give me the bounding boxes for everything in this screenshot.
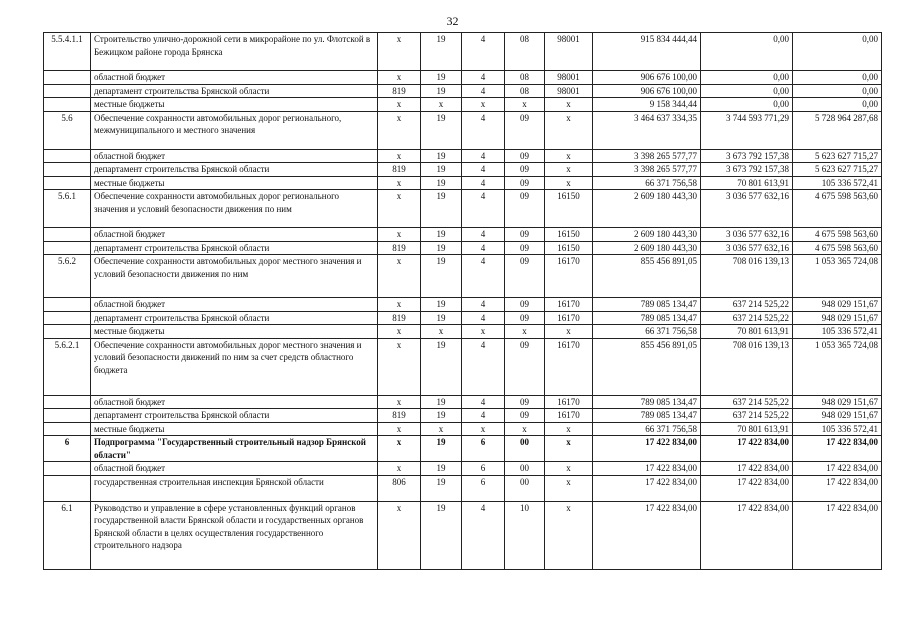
- cell-amount-year-2: 70 801 613,91: [701, 176, 793, 190]
- cell-amount-year-3: 0,00: [793, 98, 882, 112]
- cell-amount-year-2: 3 036 577 632,16: [701, 241, 793, 255]
- cell-amount-year-3: 5 728 964 287,68: [793, 111, 882, 149]
- cell-amount-year-2: 637 214 525,22: [701, 409, 793, 423]
- cell-item-number: [44, 395, 91, 409]
- cell-item-name: областной бюджет: [91, 298, 378, 312]
- table-row: [44, 298, 882, 312]
- cell-measure-code: 08: [505, 33, 545, 71]
- cell-item-name: областной бюджет: [91, 462, 378, 476]
- cell-amount-year-1: 855 456 891,05: [593, 255, 701, 298]
- cell-amount-year-2: 70 801 613,91: [701, 422, 793, 436]
- cell-program-code: 19: [421, 149, 462, 163]
- cell-item-name: областной бюджет: [91, 149, 378, 163]
- cell-direction-code: х: [545, 501, 593, 569]
- cell-item-number: [44, 311, 91, 325]
- table-row: [44, 325, 882, 339]
- table-row: [44, 395, 882, 409]
- table-row: [44, 475, 882, 501]
- cell-item-name: местные бюджеты: [91, 325, 378, 339]
- cell-direction-code: 16150: [545, 190, 593, 228]
- cell-program-code: 19: [421, 311, 462, 325]
- cell-item-name: Руководство и управление в сфере установленных функций органов государственной власти Брянской области и государственных органов Брянской области в целях осуществления государственного строительного надзора: [91, 501, 378, 569]
- cell-amount-year-3: 105 336 572,41: [793, 176, 882, 190]
- cell-direction-code: 16170: [545, 409, 593, 423]
- table-row: [44, 409, 882, 423]
- cell-amount-year-3: 948 029 151,67: [793, 395, 882, 409]
- cell-subprogram-code: 4: [462, 149, 505, 163]
- cell-grs-code: 819: [378, 409, 421, 423]
- cell-amount-year-2: 17 422 834,00: [701, 436, 793, 462]
- cell-item-name: областной бюджет: [91, 395, 378, 409]
- cell-amount-year-2: 637 214 525,22: [701, 311, 793, 325]
- cell-amount-year-1: 855 456 891,05: [593, 338, 701, 395]
- cell-item-name: Обеспечение сохранности автомобильных дорог местного значения и условий безопасности движений по ним за счет средств областного бюджета: [91, 338, 378, 395]
- cell-item-number: [44, 475, 91, 501]
- page-number: 32: [446, 14, 459, 28]
- cell-item-name: Обеспечение сохранности автомобильных дорог регионального значения и условий безопасности движения по ним: [91, 190, 378, 228]
- cell-amount-year-1: 789 085 134,47: [593, 409, 701, 423]
- cell-amount-year-1: 2 609 180 443,30: [593, 241, 701, 255]
- cell-subprogram-code: 4: [462, 33, 505, 71]
- cell-grs-code: х: [378, 33, 421, 71]
- table-row: [44, 176, 882, 190]
- cell-item-number: [44, 422, 91, 436]
- cell-program-code: 19: [421, 436, 462, 462]
- cell-item-number: [44, 176, 91, 190]
- cell-measure-code: 09: [505, 255, 545, 298]
- cell-subprogram-code: 4: [462, 255, 505, 298]
- cell-subprogram-code: 6: [462, 475, 505, 501]
- cell-amount-year-2: 3 744 593 771,29: [701, 111, 793, 149]
- cell-amount-year-1: 2 609 180 443,30: [593, 190, 701, 228]
- cell-item-number: 5.6: [44, 111, 91, 149]
- cell-item-name: Обеспечение сохранности автомобильных дорог регионального, межмуниципального и местного значения: [91, 111, 378, 149]
- cell-subprogram-code: 6: [462, 436, 505, 462]
- cell-item-name: департамент строительства Брянской области: [91, 163, 378, 177]
- cell-amount-year-2: 17 422 834,00: [701, 462, 793, 476]
- cell-program-code: 19: [421, 338, 462, 395]
- cell-direction-code: х: [545, 149, 593, 163]
- cell-item-name: Строительство улично-дорожной сети в микрорайоне по ул. Флотской в Бежицком районе города Брянска: [91, 33, 378, 71]
- cell-item-number: 5.6.1: [44, 190, 91, 228]
- cell-direction-code: х: [545, 325, 593, 339]
- cell-amount-year-2: 637 214 525,22: [701, 298, 793, 312]
- cell-grs-code: 819: [378, 84, 421, 98]
- cell-measure-code: х: [505, 422, 545, 436]
- cell-amount-year-3: 0,00: [793, 71, 882, 85]
- cell-program-code: 19: [421, 163, 462, 177]
- cell-subprogram-code: 6: [462, 462, 505, 476]
- cell-amount-year-3: 5 623 627 715,27: [793, 149, 882, 163]
- cell-measure-code: 08: [505, 71, 545, 85]
- cell-direction-code: х: [545, 475, 593, 501]
- cell-grs-code: х: [378, 228, 421, 242]
- cell-direction-code: 16150: [545, 241, 593, 255]
- cell-amount-year-1: 66 371 756,58: [593, 176, 701, 190]
- cell-subprogram-code: 4: [462, 311, 505, 325]
- table-row: [44, 163, 882, 177]
- cell-direction-code: х: [545, 98, 593, 112]
- cell-item-number: 6.1: [44, 501, 91, 569]
- cell-amount-year-1: 17 422 834,00: [593, 501, 701, 569]
- table-row: [44, 501, 882, 569]
- cell-amount-year-1: 66 371 756,58: [593, 325, 701, 339]
- cell-grs-code: х: [378, 98, 421, 112]
- cell-direction-code: 98001: [545, 84, 593, 98]
- cell-grs-code: х: [378, 255, 421, 298]
- cell-item-number: 5.5.4.1.1: [44, 33, 91, 71]
- table-row: [44, 228, 882, 242]
- cell-measure-code: 09: [505, 298, 545, 312]
- cell-subprogram-code: 4: [462, 111, 505, 149]
- cell-subprogram-code: 4: [462, 190, 505, 228]
- cell-amount-year-1: 3 398 265 577,77: [593, 163, 701, 177]
- cell-amount-year-3: 105 336 572,41: [793, 325, 882, 339]
- cell-grs-code: х: [378, 149, 421, 163]
- cell-grs-code: х: [378, 71, 421, 85]
- cell-measure-code: 09: [505, 190, 545, 228]
- cell-grs-code: 806: [378, 475, 421, 501]
- cell-direction-code: х: [545, 462, 593, 476]
- cell-amount-year-1: 789 085 134,47: [593, 298, 701, 312]
- cell-direction-code: 16170: [545, 255, 593, 298]
- cell-measure-code: 00: [505, 462, 545, 476]
- cell-item-number: [44, 298, 91, 312]
- cell-direction-code: 98001: [545, 33, 593, 71]
- cell-amount-year-3: 4 675 598 563,60: [793, 190, 882, 228]
- cell-measure-code: 09: [505, 228, 545, 242]
- cell-direction-code: 98001: [545, 71, 593, 85]
- cell-amount-year-1: 2 609 180 443,30: [593, 228, 701, 242]
- cell-amount-year-3: 948 029 151,67: [793, 409, 882, 423]
- cell-amount-year-3: 1 053 365 724,08: [793, 338, 882, 395]
- cell-measure-code: 09: [505, 395, 545, 409]
- cell-amount-year-1: 3 464 637 334,35: [593, 111, 701, 149]
- cell-item-number: 5.6.2.1: [44, 338, 91, 395]
- cell-grs-code: х: [378, 395, 421, 409]
- cell-program-code: 19: [421, 176, 462, 190]
- cell-amount-year-2: 3 673 792 157,38: [701, 163, 793, 177]
- cell-grs-code: х: [378, 325, 421, 339]
- table-row: [44, 111, 882, 149]
- cell-amount-year-1: 915 834 444,44: [593, 33, 701, 71]
- cell-measure-code: 09: [505, 311, 545, 325]
- cell-measure-code: 09: [505, 149, 545, 163]
- table-row: [44, 462, 882, 476]
- cell-amount-year-3: 17 422 834,00: [793, 501, 882, 569]
- cell-amount-year-2: 0,00: [701, 84, 793, 98]
- cell-program-code: 19: [421, 298, 462, 312]
- cell-item-number: 5.6.2: [44, 255, 91, 298]
- table-row: [44, 436, 882, 462]
- cell-subprogram-code: 4: [462, 84, 505, 98]
- cell-amount-year-2: 0,00: [701, 71, 793, 85]
- cell-grs-code: 819: [378, 311, 421, 325]
- cell-measure-code: х: [505, 98, 545, 112]
- cell-grs-code: х: [378, 338, 421, 395]
- cell-grs-code: х: [378, 190, 421, 228]
- cell-amount-year-2: 3 036 577 632,16: [701, 190, 793, 228]
- cell-subprogram-code: 4: [462, 501, 505, 569]
- cell-item-name: государственная строительная инспекция Брянской области: [91, 475, 378, 501]
- cell-measure-code: 00: [505, 475, 545, 501]
- cell-item-number: [44, 149, 91, 163]
- table-row: [44, 71, 882, 85]
- cell-measure-code: 09: [505, 176, 545, 190]
- table-row: [44, 241, 882, 255]
- cell-direction-code: х: [545, 163, 593, 177]
- cell-amount-year-3: 948 029 151,67: [793, 311, 882, 325]
- cell-amount-year-2: 708 016 139,13: [701, 255, 793, 298]
- cell-amount-year-3: 17 422 834,00: [793, 436, 882, 462]
- cell-grs-code: 819: [378, 241, 421, 255]
- cell-measure-code: 08: [505, 84, 545, 98]
- cell-program-code: 19: [421, 241, 462, 255]
- cell-amount-year-1: 789 085 134,47: [593, 395, 701, 409]
- cell-amount-year-1: 906 676 100,00: [593, 71, 701, 85]
- cell-program-code: 19: [421, 475, 462, 501]
- cell-amount-year-1: 66 371 756,58: [593, 422, 701, 436]
- cell-item-number: [44, 241, 91, 255]
- cell-item-name: департамент строительства Брянской области: [91, 311, 378, 325]
- cell-grs-code: 819: [378, 163, 421, 177]
- cell-direction-code: х: [545, 436, 593, 462]
- cell-subprogram-code: 4: [462, 71, 505, 85]
- cell-direction-code: 16170: [545, 298, 593, 312]
- cell-program-code: х: [421, 98, 462, 112]
- cell-amount-year-3: 17 422 834,00: [793, 462, 882, 476]
- cell-item-number: [44, 409, 91, 423]
- cell-subprogram-code: 4: [462, 298, 505, 312]
- cell-grs-code: х: [378, 422, 421, 436]
- cell-program-code: 19: [421, 501, 462, 569]
- cell-amount-year-3: 4 675 598 563,60: [793, 241, 882, 255]
- table-row: [44, 311, 882, 325]
- cell-program-code: 19: [421, 111, 462, 149]
- table-row: [44, 422, 882, 436]
- cell-item-number: [44, 84, 91, 98]
- cell-direction-code: 16150: [545, 228, 593, 242]
- cell-grs-code: х: [378, 111, 421, 149]
- budget-table: [43, 32, 882, 570]
- cell-subprogram-code: 4: [462, 395, 505, 409]
- cell-subprogram-code: 4: [462, 228, 505, 242]
- cell-amount-year-2: 70 801 613,91: [701, 325, 793, 339]
- cell-measure-code: 09: [505, 163, 545, 177]
- cell-direction-code: 16170: [545, 311, 593, 325]
- cell-program-code: х: [421, 325, 462, 339]
- cell-measure-code: 09: [505, 338, 545, 395]
- cell-program-code: 19: [421, 71, 462, 85]
- cell-grs-code: х: [378, 176, 421, 190]
- cell-amount-year-3: 0,00: [793, 84, 882, 98]
- cell-amount-year-3: 17 422 834,00: [793, 475, 882, 501]
- cell-amount-year-2: 3 036 577 632,16: [701, 228, 793, 242]
- cell-amount-year-1: 906 676 100,00: [593, 84, 701, 98]
- cell-measure-code: х: [505, 325, 545, 339]
- cell-amount-year-2: 0,00: [701, 98, 793, 112]
- cell-item-name: департамент строительства Брянской области: [91, 409, 378, 423]
- cell-item-number: [44, 325, 91, 339]
- cell-grs-code: х: [378, 436, 421, 462]
- cell-item-number: [44, 71, 91, 85]
- cell-subprogram-code: 4: [462, 241, 505, 255]
- cell-direction-code: х: [545, 176, 593, 190]
- table-body: [44, 33, 882, 570]
- cell-subprogram-code: х: [462, 422, 505, 436]
- cell-item-name: местные бюджеты: [91, 176, 378, 190]
- cell-measure-code: 09: [505, 241, 545, 255]
- cell-item-name: департамент строительства Брянской области: [91, 241, 378, 255]
- cell-item-name: местные бюджеты: [91, 422, 378, 436]
- cell-direction-code: х: [545, 111, 593, 149]
- cell-subprogram-code: 4: [462, 176, 505, 190]
- cell-program-code: 19: [421, 395, 462, 409]
- cell-subprogram-code: х: [462, 325, 505, 339]
- cell-program-code: 19: [421, 409, 462, 423]
- cell-program-code: 19: [421, 84, 462, 98]
- cell-amount-year-3: 0,00: [793, 33, 882, 71]
- cell-item-number: 6: [44, 436, 91, 462]
- cell-amount-year-2: 708 016 139,13: [701, 338, 793, 395]
- cell-item-name: Подпрограмма "Государственный строительный надзор Брянской области": [91, 436, 378, 462]
- cell-amount-year-1: 9 158 344,44: [593, 98, 701, 112]
- cell-direction-code: 16170: [545, 338, 593, 395]
- cell-subprogram-code: 4: [462, 163, 505, 177]
- cell-amount-year-1: 17 422 834,00: [593, 462, 701, 476]
- cell-program-code: 19: [421, 190, 462, 228]
- table-row: [44, 338, 882, 395]
- cell-amount-year-1: 3 398 265 577,77: [593, 149, 701, 163]
- cell-amount-year-2: 3 673 792 157,38: [701, 149, 793, 163]
- cell-item-number: [44, 462, 91, 476]
- cell-subprogram-code: 4: [462, 338, 505, 395]
- cell-measure-code: 10: [505, 501, 545, 569]
- cell-amount-year-1: 789 085 134,47: [593, 311, 701, 325]
- cell-subprogram-code: х: [462, 98, 505, 112]
- cell-direction-code: х: [545, 422, 593, 436]
- cell-measure-code: 09: [505, 111, 545, 149]
- cell-grs-code: х: [378, 462, 421, 476]
- cell-grs-code: х: [378, 501, 421, 569]
- cell-item-name: департамент строительства Брянской области: [91, 84, 378, 98]
- cell-item-name: местные бюджеты: [91, 98, 378, 112]
- cell-amount-year-2: 637 214 525,22: [701, 395, 793, 409]
- table-row: [44, 33, 882, 71]
- cell-item-number: [44, 163, 91, 177]
- cell-program-code: 19: [421, 462, 462, 476]
- cell-item-number: [44, 228, 91, 242]
- cell-grs-code: х: [378, 298, 421, 312]
- cell-amount-year-3: 4 675 598 563,60: [793, 228, 882, 242]
- cell-amount-year-1: 17 422 834,00: [593, 475, 701, 501]
- cell-amount-year-3: 5 623 627 715,27: [793, 163, 882, 177]
- cell-program-code: х: [421, 422, 462, 436]
- table-row: [44, 84, 882, 98]
- cell-item-name: областной бюджет: [91, 71, 378, 85]
- cell-item-number: [44, 98, 91, 112]
- cell-measure-code: 09: [505, 409, 545, 423]
- cell-amount-year-2: 17 422 834,00: [701, 501, 793, 569]
- cell-item-name: Обеспечение сохранности автомобильных дорог местного значения и условий безопасности движения по ним: [91, 255, 378, 298]
- cell-program-code: 19: [421, 228, 462, 242]
- cell-amount-year-2: 17 422 834,00: [701, 475, 793, 501]
- cell-amount-year-3: 948 029 151,67: [793, 298, 882, 312]
- cell-program-code: 19: [421, 255, 462, 298]
- table-row: [44, 98, 882, 112]
- table-row: [44, 149, 882, 163]
- cell-measure-code: 00: [505, 436, 545, 462]
- cell-amount-year-1: 17 422 834,00: [593, 436, 701, 462]
- cell-subprogram-code: 4: [462, 409, 505, 423]
- cell-direction-code: 16170: [545, 395, 593, 409]
- cell-program-code: 19: [421, 33, 462, 71]
- cell-amount-year-3: 105 336 572,41: [793, 422, 882, 436]
- table-row: [44, 255, 882, 298]
- table-row: [44, 190, 882, 228]
- cell-item-name: областной бюджет: [91, 228, 378, 242]
- cell-amount-year-2: 0,00: [701, 33, 793, 71]
- cell-amount-year-3: 1 053 365 724,08: [793, 255, 882, 298]
